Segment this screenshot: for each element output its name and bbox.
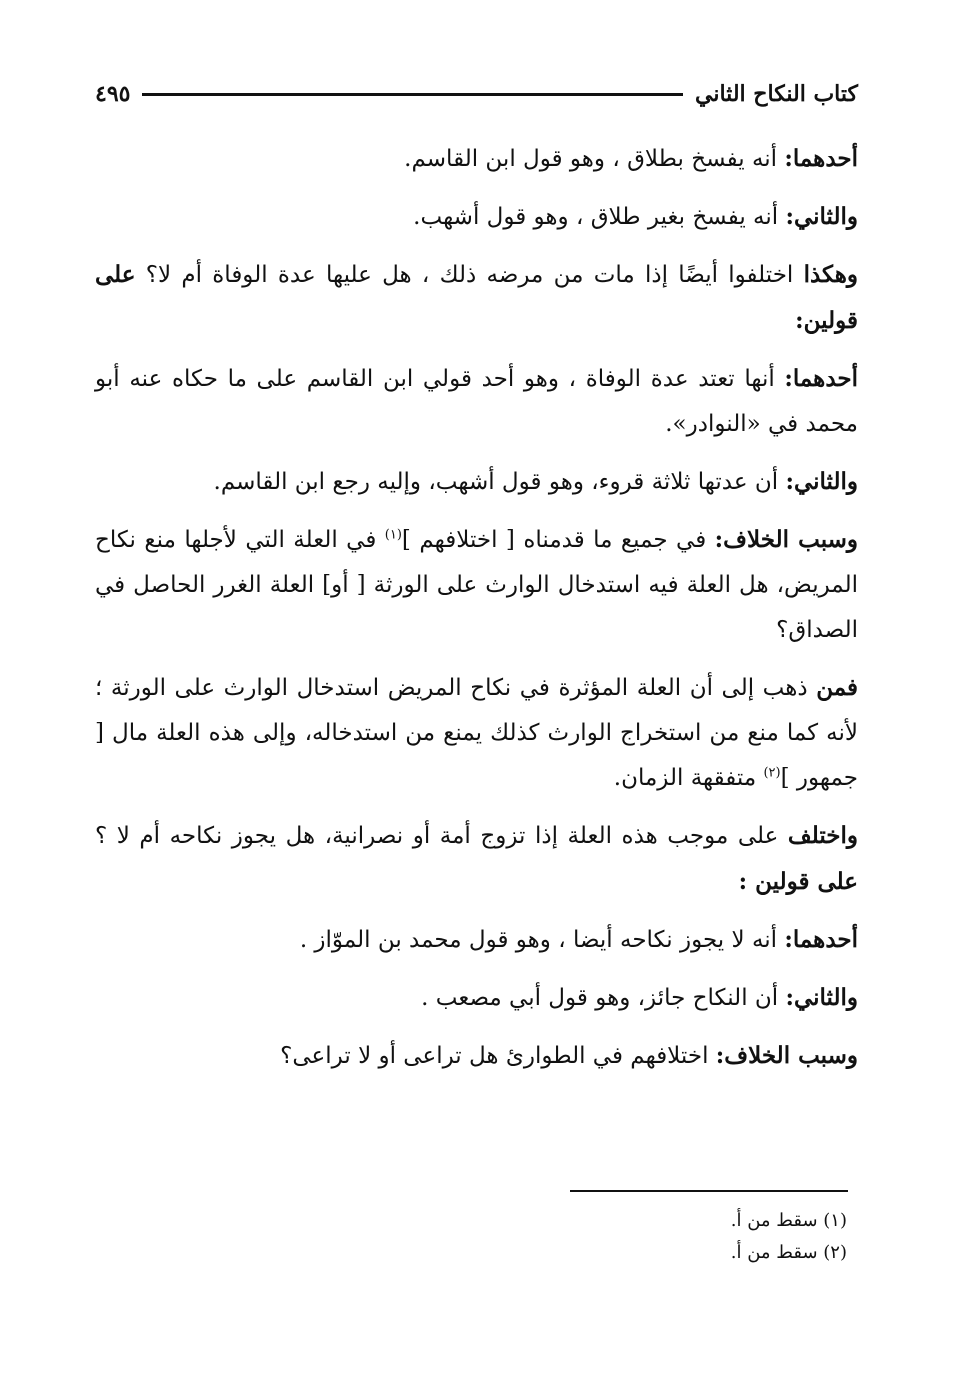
paragraph-text: أن النكاح جائز، وهو قول أبي مصعب .: [421, 985, 786, 1011]
paragraph-text: أنها تعتد عدة الوفاة ، وهو أحد قولي ابن القاسم على ما حكاه عنه أبو محمد في «النوادر».: [95, 366, 858, 437]
paragraph-text: أن عدتها ثلاثة قروء، وهو قول أشهب، وإليه رجع ابن القاسم.: [213, 469, 786, 495]
paragraph-lead: أحدهما:: [784, 145, 858, 172]
footnotes: [731, 1205, 847, 1269]
paragraph-text: على موجب هذه العلة إذا تزوج أمة أو نصرانية، هل يجوز نكاحه أم لا ؟: [95, 823, 788, 849]
paragraph-lead: وسبب الخلاف:: [714, 526, 859, 553]
paragraph-lead: والثاني:: [785, 468, 858, 495]
paragraph-text: في جميع ما قدمناه [ اختلافهم ]: [401, 527, 715, 553]
footnote-separator: [570, 1190, 848, 1192]
paragraph-text: أنه لا يجوز نكاحه أيضا ، وهو قول محمد بن الموّاز .: [299, 927, 785, 953]
paragraph: [95, 194, 858, 240]
paragraph-text: في العلة التي لأجلها منع نكاح المريض، هل العلة فيه استدخال الوارث على الورثة [ أو] العلة الغرر الحاصل في الصداق؟: [95, 527, 858, 643]
paragraph: [155, 917, 858, 963]
footnote: (٢) سقط من أ.: [730, 1242, 847, 1263]
footnote: (١) سقط من أ.: [730, 1210, 847, 1231]
page-number: ٤٩٥: [95, 81, 131, 107]
paragraph-tail: على قولين:: [95, 261, 858, 334]
paragraph-lead: واختلف: [787, 822, 858, 849]
paragraph-text: أنه يفسخ بغير طلاق ، وهو قول أشهب.: [413, 204, 786, 230]
paragraph-text: اختلافهم في الطوارئ هل تراعى أو لا تراعى؟: [280, 1043, 716, 1069]
paragraph-tail: على قولين :: [738, 868, 858, 895]
header-rule: [142, 93, 683, 96]
paragraph: [95, 517, 858, 653]
page-body: [95, 136, 858, 1091]
paragraph-text: أنه يفسخ بطلاق ، وهو قول ابن القاسم.: [404, 146, 785, 172]
running-title: كتاب النكاح الثاني: [695, 81, 858, 107]
footnote-ref: (٢): [763, 765, 781, 781]
paragraph-lead: وهكذا: [803, 261, 858, 288]
footnote-ref: (١): [384, 527, 402, 543]
paragraph-lead: فمن: [816, 674, 858, 701]
paragraph: [95, 813, 858, 905]
paragraph-text: اختلفوا أيضًا إذا مات من مرضه ذلك ، هل عليها عدة الوفاة أم لا؟: [135, 262, 804, 288]
paragraph-text: متفقهة الزمان.: [613, 765, 764, 791]
paragraph: [155, 1033, 858, 1079]
paragraph: [95, 252, 858, 344]
paragraph-lead: وسبب الخلاف:: [715, 1042, 858, 1069]
paragraph-lead: والثاني:: [785, 203, 858, 230]
paragraph-lead: والثاني:: [785, 984, 858, 1011]
paragraph: [95, 136, 858, 182]
page-header: [95, 74, 858, 114]
paragraph-lead: أحدهما:: [784, 365, 858, 392]
paragraph-lead: أحدهما:: [784, 926, 858, 953]
paragraph: [95, 459, 858, 505]
paragraph: [95, 665, 858, 801]
paragraph-text: ذهب إلى أن العلة المؤثرة في نكاح المريض استدخال الوارث على الورثة ؛ لأنه كما منع من استخراج الوارث كذلك يمنع من استدخاله، وإلى هذه العلة مال [ جمهور ]: [95, 675, 858, 791]
paragraph: [155, 975, 858, 1021]
paragraph: [95, 356, 858, 447]
